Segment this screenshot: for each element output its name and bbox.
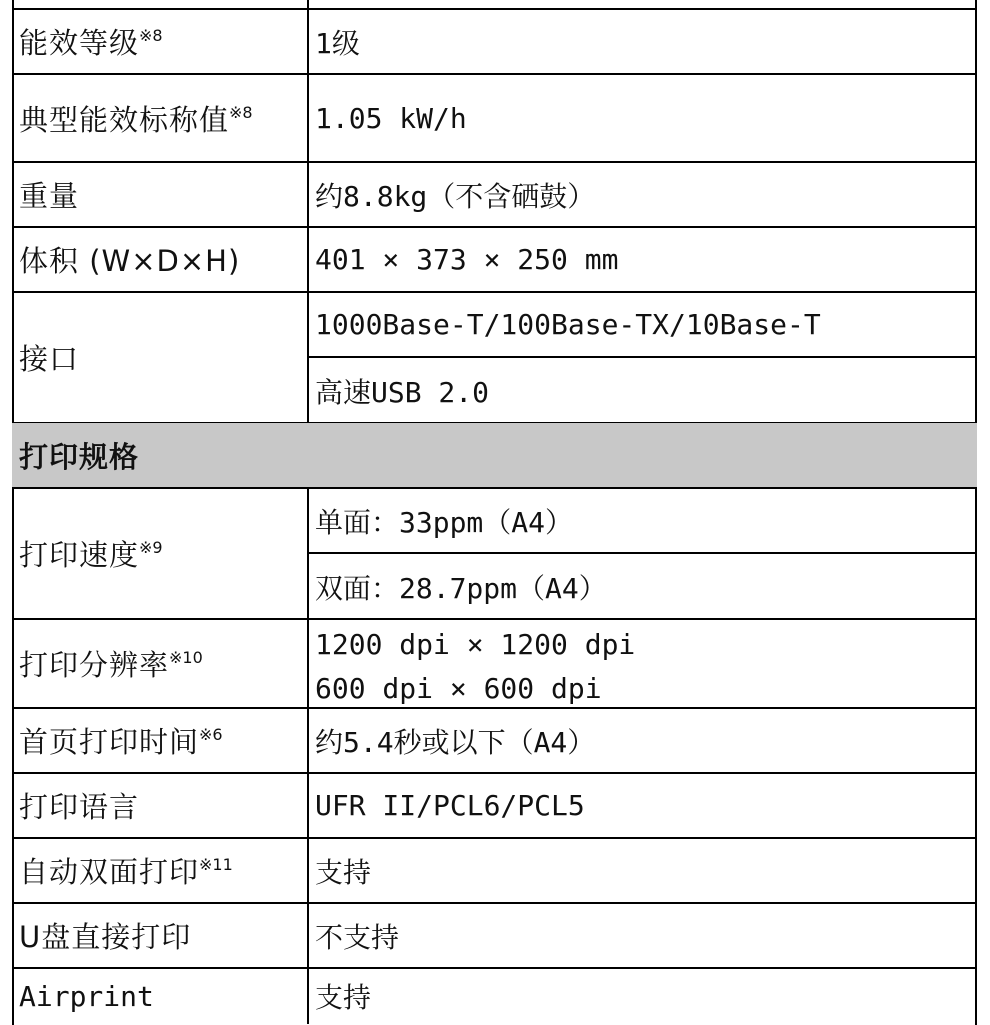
resolution-lines [309, 619, 635, 711]
row-value: 支持 [315, 981, 372, 1014]
footnote-mark: ※10 [169, 648, 203, 667]
row-label: Airprint [19, 979, 154, 1013]
row-label: 接口 [19, 342, 80, 376]
row-value-cell [309, 9, 977, 74]
row-value: 401 × 373 × 250 mm [315, 243, 619, 276]
row-label-cell [12, 903, 309, 968]
row-label: 体积 (W×D×H) [19, 244, 241, 278]
table-row [12, 708, 977, 773]
row-label-cell [12, 619, 309, 708]
row-value-cell [309, 968, 977, 1024]
row-value: 支持 [315, 855, 372, 889]
footnote-mark: ※8 [229, 102, 253, 122]
row-value: 约5.4秒或以下（A4） [315, 725, 596, 759]
footnote-mark: ※6 [199, 725, 223, 744]
section-header [12, 423, 977, 488]
row-label: 打印速度$^{※9}$ [19, 538, 163, 572]
table-row [12, 227, 977, 292]
table-row [12, 74, 977, 162]
sub-value-cell [309, 358, 977, 423]
row-value-cell [309, 162, 977, 227]
row-label-cell [12, 227, 309, 292]
row-value: 单面：33ppm（A4） [315, 505, 574, 539]
row-value-cell [309, 488, 977, 619]
table-row [12, 162, 977, 227]
sub-value-cell [309, 554, 977, 619]
row-value-cell [309, 292, 977, 423]
row-value-cell [309, 903, 977, 968]
row-label: U盘直接打印 [19, 920, 192, 954]
section-title: 打印规格 [19, 440, 140, 474]
row-value-cell [309, 227, 977, 292]
row-label: 自动双面打印$^{※11}$ [19, 855, 233, 889]
table-row [12, 9, 977, 74]
table-row [12, 619, 977, 708]
table-row [12, 968, 977, 1024]
section-header-cell [12, 423, 977, 488]
row-value-cell [309, 74, 977, 162]
row-label-cell [12, 838, 309, 903]
row-value-cell [309, 838, 977, 903]
row-value-cell [309, 708, 977, 773]
row-label-cell [12, 773, 309, 838]
row-label: 首页打印时间$^{※6}$ [19, 725, 223, 759]
row-value: 不支持 [315, 920, 400, 954]
spec-table [12, 0, 977, 1024]
table-row [12, 773, 977, 838]
row-value: 约8.8kg（不含硒鼓） [315, 179, 596, 213]
table-row [12, 838, 977, 903]
row-value-cell [309, 619, 977, 708]
row-label: 能效等级$^{※8}$ [19, 26, 163, 60]
row-label-cell [12, 74, 309, 162]
row-label: 打印语言 [19, 790, 140, 824]
table-row [12, 488, 977, 619]
row-label: 典型能效标称值$^{※8}$ [19, 102, 253, 137]
row-value: 1级 [315, 26, 360, 60]
row-label: 重量 [19, 179, 80, 213]
row-value: 高速USB 2.0 [315, 375, 490, 409]
row-value: 双面：28.7ppm（A4） [315, 571, 607, 605]
row-label-cell [12, 162, 309, 227]
row-value: 1.05 kW/h [315, 101, 467, 135]
row-value-cell [309, 773, 977, 838]
row-value: UFR II/PCL6/PCL5 [315, 789, 585, 822]
sub-value-cell [309, 488, 977, 553]
table-row [12, 292, 977, 423]
row-label-cell [12, 488, 309, 619]
row-label-cell [12, 708, 309, 773]
footnote-mark: ※9 [139, 538, 163, 557]
sub-value-cell [309, 292, 977, 357]
row-label-cell [12, 968, 309, 1024]
row-label-cell [12, 9, 309, 74]
row-value: 1000Base-T/100Base-TX/10Base-T [315, 308, 821, 341]
table-row [12, 903, 977, 968]
row-value-line: 600 dpi × 600 dpi [315, 672, 602, 705]
row-label: 打印分辨率$^{※10}$ [19, 648, 203, 682]
row-label-cell [12, 292, 309, 423]
row-value-line: 1200 dpi × 1200 dpi [315, 628, 636, 661]
footnote-mark: ※11 [199, 855, 233, 874]
footnote-mark: ※8 [139, 26, 163, 45]
